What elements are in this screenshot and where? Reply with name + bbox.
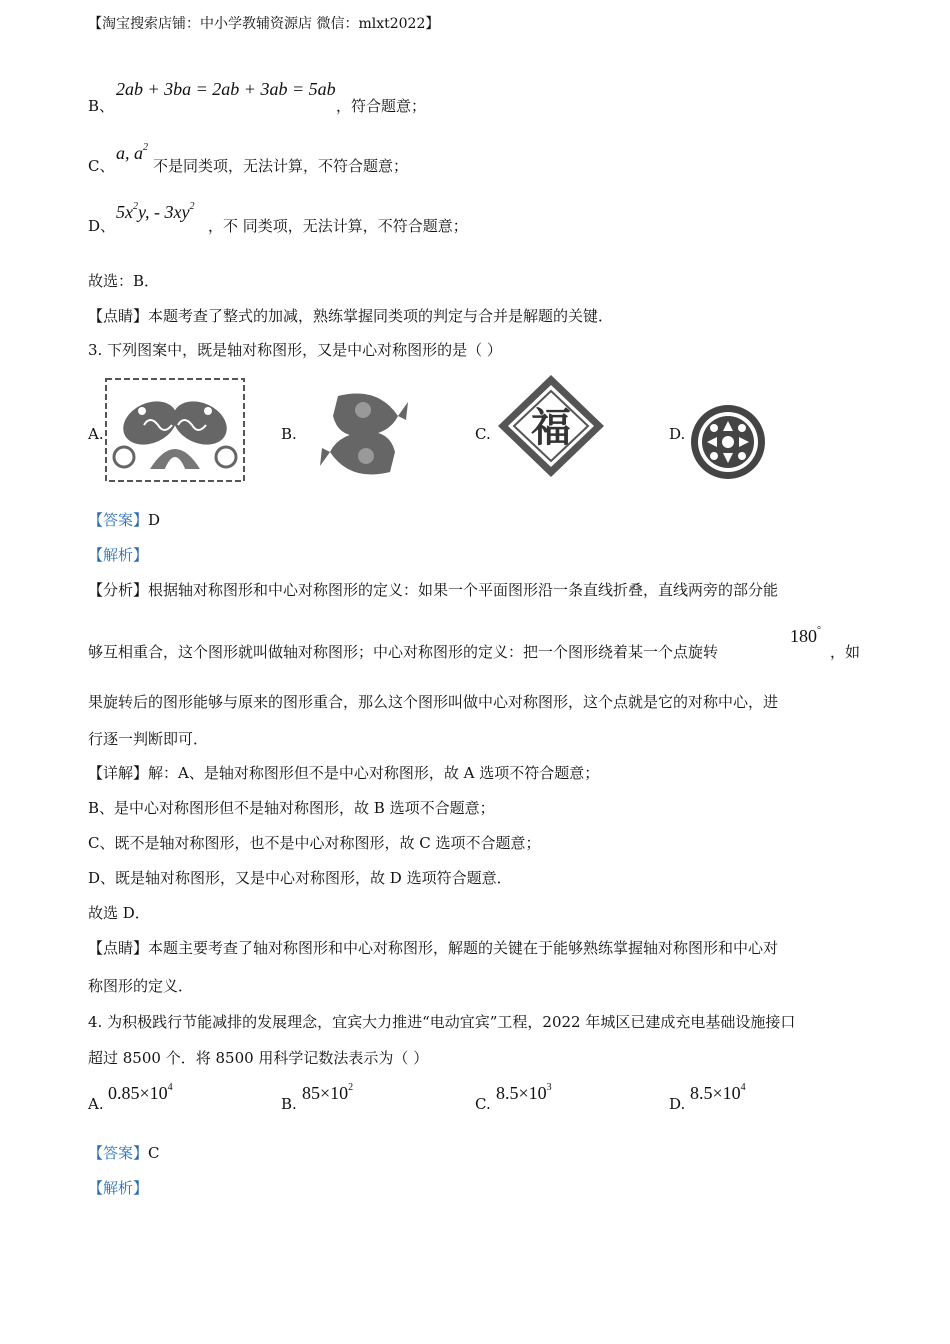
q2-option-d-text: ，不 同类项，无法计算，不符合题意； <box>208 217 468 235</box>
q2-option-b-math: 2ab + 3ba = 2ab + 3ab = 5ab <box>116 79 336 99</box>
q4-stem-line-2: 超过 8500 个．将 8500 用科学记数法表示为（ ） <box>88 1049 429 1067</box>
q3-option-b-label: B. <box>281 425 297 443</box>
q3-jiexi: 【解析】 <box>88 546 149 564</box>
q3-analysis-line-4: 行逐一判断即可． <box>88 730 209 748</box>
q3-option-a-image <box>104 377 246 483</box>
q3-detail-line-3: C、既不是轴对称图形，也不是中心对称图形，故 C 选项不合题意； <box>88 834 541 852</box>
q3-option-c-label: C. <box>475 425 491 443</box>
q3-answer: 【答案】D <box>88 511 161 529</box>
q3-option-a-label: A. <box>88 425 104 443</box>
q3-option-b-image <box>318 386 410 482</box>
q3-option-d-label: D. <box>669 425 686 443</box>
q4-answer: 【答案】C <box>88 1144 160 1162</box>
q2-option-c-label: C、 <box>88 157 115 175</box>
q2-dianjing: 【点睛】本题考查了整式的加减，熟练掌握同类项的判定与合并是解题的关键． <box>88 307 614 325</box>
q3-option-c-fu-char: 福 <box>531 404 571 451</box>
q3-choose: 故选 D． <box>88 904 150 922</box>
q3-detail-line-4: D、既是轴对称图形，又是中心对称图形，故 D 选项符合题意． <box>88 869 512 887</box>
q2-option-d-math: $5x^2y$, - $3xy^2$ <box>116 201 195 222</box>
q3-dianjing-line-2: 称图形的定义． <box>88 977 194 995</box>
q3-detail-line-2: B、是中心对称图形但不是轴对称图形，故 B 选项不合题意； <box>88 799 495 817</box>
q3-analysis-line-3: 果旋转后的图形能够与原来的图形重合，那么这个图形叫做中心对称图形，这个点就是它的对称中心，进 <box>88 693 779 711</box>
q4-option-b-math: $85\times 10^2$ <box>302 1082 354 1103</box>
q3-dianjing-line-1: 【点睛】本题主要考查了轴对称图形和中心对称图形，解题的关键在于能够熟练掌握轴对称图形和中心对 <box>88 939 779 957</box>
q3-option-d-image <box>689 403 767 481</box>
q2-option-c-text: 不是同类项，无法计算，不符合题意； <box>153 157 409 175</box>
q2-option-d-label: D、 <box>88 217 116 235</box>
q2-option-b-text: ，符合题意； <box>336 97 427 115</box>
q4-option-c-math: $8.5\times 10^3$ <box>496 1082 552 1103</box>
q4-option-d-math: $8.5\times 10^4$ <box>690 1082 746 1103</box>
q4-option-a-math: $0.85\times 10^4$ <box>108 1082 173 1103</box>
q2-option-c-math: a, $a^2$ <box>116 142 148 163</box>
q3-detail-line-1: 【详解】解：A、是轴对称图形但不是中心对称图形，故 A 选项不符合题意； <box>88 764 600 782</box>
q3-analysis-line-2: 够互相重合，这个图形就叫做轴对称图形；中心对称图形的定义：把一个图形绕着某一个点旋转 <box>88 643 719 661</box>
q2-option-b-label: B、 <box>88 97 115 115</box>
q3-stem: 3. 下列图案中，既是轴对称图形，又是中心对称图形的是（ ） <box>88 341 502 359</box>
q3-analysis-line-1: 【分析】根据轴对称图形和中心对称图形的定义：如果一个平面图形沿一条直线折叠，直线两旁的部分能 <box>88 581 779 599</box>
q4-jiexi: 【解析】 <box>88 1179 149 1197</box>
q3-angle: 180° <box>790 625 821 646</box>
q3-option-c-image <box>496 373 606 479</box>
q4-option-b-label: B. <box>281 1095 297 1113</box>
header-banner: 【淘宝搜索店铺：中小学教辅资源店 微信：mlxt2022】 <box>88 16 440 32</box>
q4-option-a-label: A. <box>88 1095 104 1113</box>
q4-option-c-label: C. <box>475 1095 491 1113</box>
q4-option-d-label: D. <box>669 1095 686 1113</box>
q4-stem-line-1: 4. 为积极践行节能减排的发展理念，宜宾大力推进“电动宜宾”工程，2022 年城区已建成充电基础设施接口 <box>88 1013 796 1031</box>
q3-analysis-line-2b: ，如 <box>830 643 861 661</box>
q2-choose: 故选：B． <box>88 272 160 290</box>
